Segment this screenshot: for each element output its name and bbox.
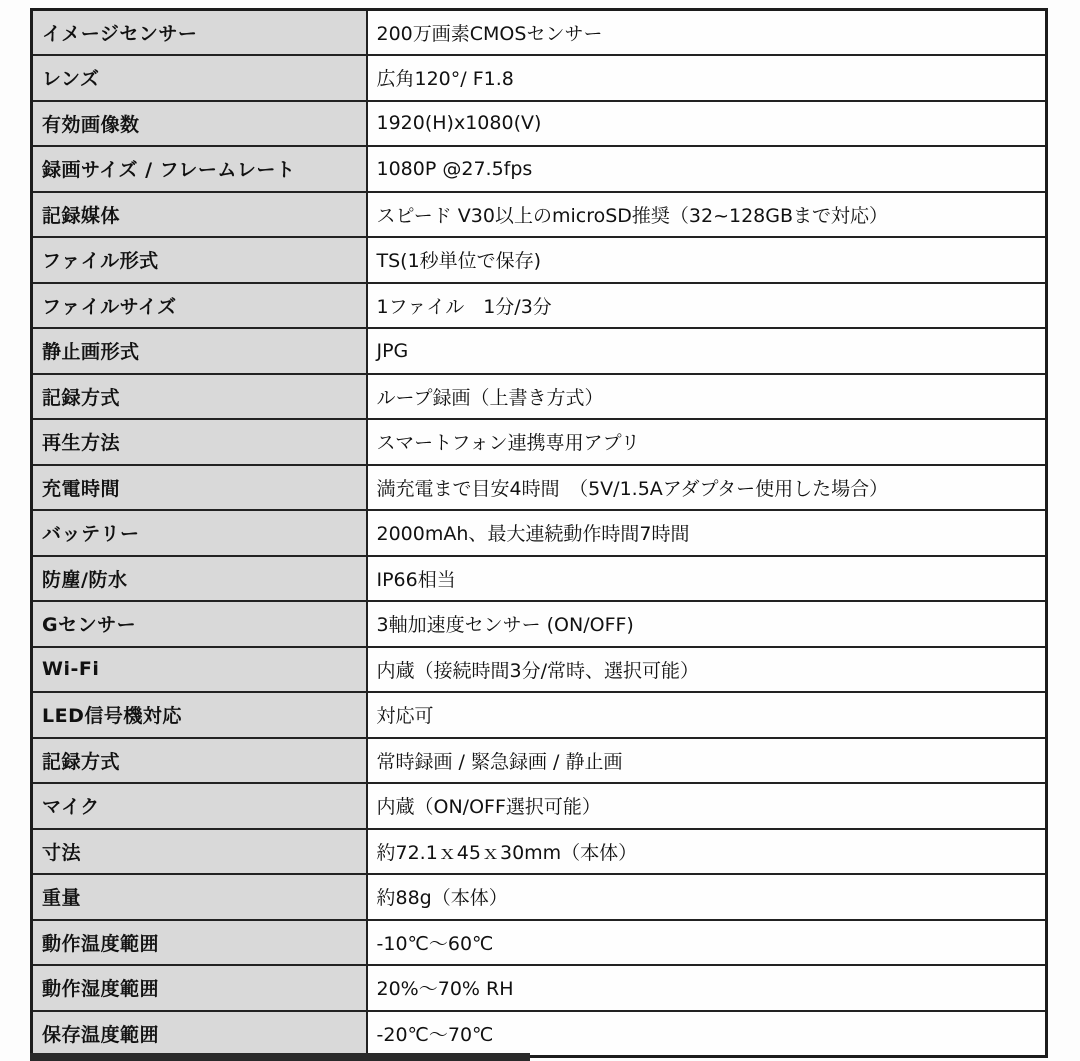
spec-label-cell: ファイル形式 — [32, 237, 367, 283]
table-row — [32, 692, 1047, 738]
table-row — [32, 419, 1047, 465]
table-row — [32, 510, 1047, 556]
spec-label-cell: LED信号機対応 — [32, 692, 367, 738]
spec-value-cell: JPG — [367, 328, 1047, 374]
spec-value-cell: TS(1秒単位で保存) — [367, 237, 1047, 283]
spec-label-cell: ファイルサイズ — [32, 283, 367, 329]
spec-label-cell: イメージセンサー — [32, 10, 367, 56]
spec-label-cell: バッテリー — [32, 510, 367, 556]
spec-value-cell: 2000mAh、最大連続動作時間7時間 — [367, 510, 1047, 556]
table-row — [32, 146, 1047, 192]
table-bottom-border-cut — [30, 1053, 530, 1061]
table-row — [32, 556, 1047, 602]
spec-value-cell: 1080P @27.5fps — [367, 146, 1047, 192]
table-row — [32, 783, 1047, 829]
spec-label-cell: 重量 — [32, 874, 367, 920]
spec-label-cell: 寸法 — [32, 829, 367, 875]
table-row — [32, 10, 1047, 56]
spec-label-cell: 防塵/防水 — [32, 556, 367, 602]
table-row — [32, 55, 1047, 101]
spec-value-cell: 約88g（本体） — [367, 874, 1047, 920]
spec-value-cell: 1ファイル 1分/3分 — [367, 283, 1047, 329]
table-row — [32, 647, 1047, 693]
table-row — [32, 101, 1047, 147]
table-row — [32, 601, 1047, 647]
spec-label-cell: マイク — [32, 783, 367, 829]
spec-value-cell: -20℃～70℃ — [367, 1011, 1047, 1057]
spec-label-cell: 録画サイズ / フレームレート — [32, 146, 367, 192]
table-row — [32, 192, 1047, 238]
spec-value-cell: 広角120°/ F1.8 — [367, 55, 1047, 101]
spec-value-cell: 20%～70% RH — [367, 965, 1047, 1011]
spec-label-cell: 記録媒体 — [32, 192, 367, 238]
spec-value-cell: 内蔵（接続時間3分/常時、選択可能） — [367, 647, 1047, 693]
table-row — [32, 874, 1047, 920]
spec-value-cell: 200万画素CMOSセンサー — [367, 10, 1047, 56]
spec-label-cell: Wi-Fi — [32, 647, 367, 693]
table-row — [32, 283, 1047, 329]
spec-label-cell: 動作湿度範囲 — [32, 965, 367, 1011]
table-row — [32, 328, 1047, 374]
spec-label-cell: 再生方法 — [32, 419, 367, 465]
spec-label-cell: 静止画形式 — [32, 328, 367, 374]
table-row — [32, 920, 1047, 966]
spec-label-cell: Gセンサー — [32, 601, 367, 647]
spec-value-cell: スマートフォン連携専用アプリ — [367, 419, 1047, 465]
spec-label-cell: 充電時間 — [32, 465, 367, 511]
spec-value-cell: -10℃～60℃ — [367, 920, 1047, 966]
spec-label-cell: 有効画像数 — [32, 101, 367, 147]
spec-value-cell: 常時録画 / 緊急録画 / 静止画 — [367, 738, 1047, 784]
spec-value-cell: 1920(H)x1080(V) — [367, 101, 1047, 147]
spec-label-cell: 動作温度範囲 — [32, 920, 367, 966]
spec-table-body — [32, 10, 1047, 1057]
table-row — [32, 829, 1047, 875]
spec-value-cell: IP66相当 — [367, 556, 1047, 602]
table-row — [32, 237, 1047, 283]
spec-value-cell: 3軸加速度センサー (ON/OFF) — [367, 601, 1047, 647]
spec-value-cell: 満充電まで目安4時間 （5V/1.5Aアダプター使用した場合） — [367, 465, 1047, 511]
spec-label-cell: 記録方式 — [32, 374, 367, 420]
table-row — [32, 965, 1047, 1011]
spec-label-cell: 保存温度範囲 — [32, 1011, 367, 1057]
spec-value-cell: 対応可 — [367, 692, 1047, 738]
table-row — [32, 374, 1047, 420]
spec-value-cell: 内蔵（ON/OFF選択可能） — [367, 783, 1047, 829]
table-row — [32, 1011, 1047, 1057]
spec-label-cell: レンズ — [32, 55, 367, 101]
table-row — [32, 738, 1047, 784]
spec-value-cell: ループ録画（上書き方式） — [367, 374, 1047, 420]
spec-value-cell: スピード V30以上のmicroSD推奨（32~128GBまで対応） — [367, 192, 1047, 238]
spec-label-cell: 記録方式 — [32, 738, 367, 784]
spec-value-cell: 約72.1ｘ45ｘ30mm（本体） — [367, 829, 1047, 875]
spec-table — [30, 8, 1048, 1058]
table-row — [32, 465, 1047, 511]
